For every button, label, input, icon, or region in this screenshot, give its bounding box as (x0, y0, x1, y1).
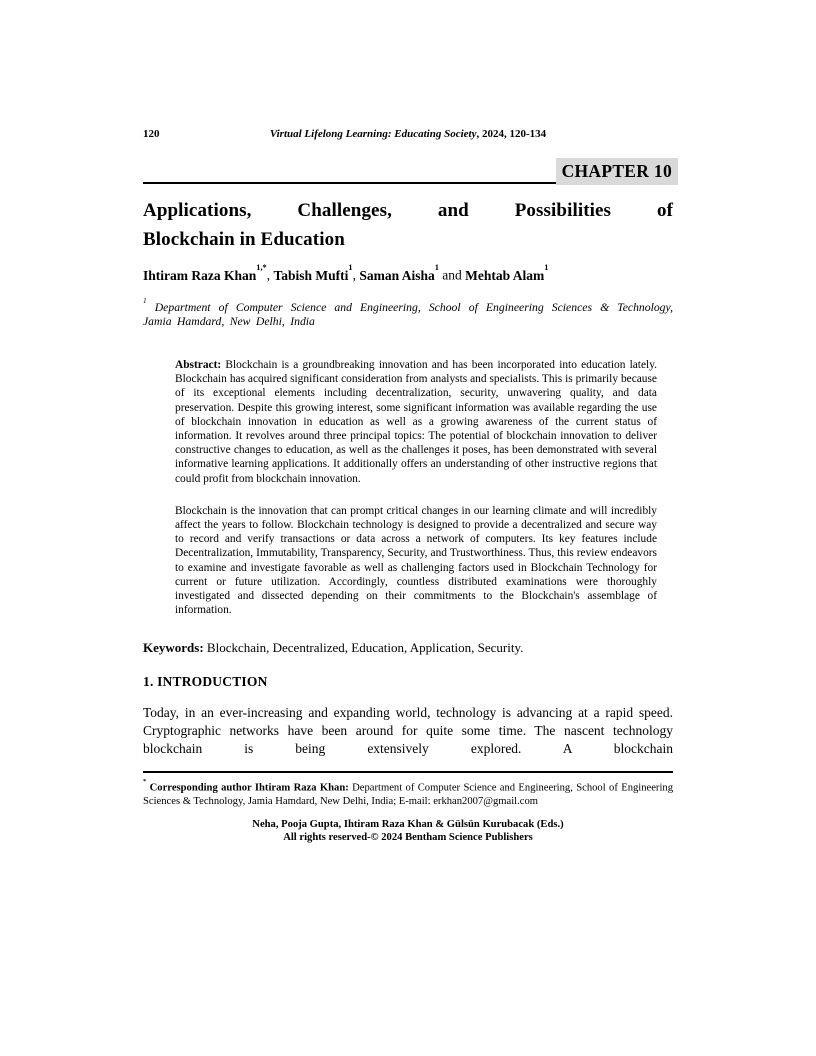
running-header (143, 127, 673, 141)
affiliation-marker: 1 (143, 296, 147, 305)
author-affil-sup: 1 (544, 263, 549, 273)
editors-line: Neha, Pooja Gupta, Ihtiram Raza Khan & Gülsün Kurubacak (Eds.) (252, 818, 564, 830)
footnote-marker: * (143, 778, 147, 785)
abstract-paragraph (175, 358, 657, 486)
affiliation-line (143, 297, 673, 330)
author-separator: , (266, 267, 274, 283)
section-heading-introduction: 1. INTRODUCTION (143, 674, 268, 690)
authors-line (143, 263, 673, 284)
abstract-text: Blockchain is a groundbreaking innovation and has been incorporated into education lately. Blockchain has acquired significant consideration from analysts and specialists. This is primarily because of its exceptional elements including decentralization, security, unwavering quality, and data preservation. Despite this growing interest, some significant information was available regarding the use of blockchain innovation in education as well as a growing awareness of the current status of information. It revolves around three principal topics: The potential of blockchain innovation to deliver constructive changes to education, as well as the challenges it poses, has been demonstrated with several informative learning applications. It additionally offers an understanding of other instructive regions that could profit from blockchain innovation. (175, 358, 657, 485)
publisher-imprint (143, 818, 673, 845)
chapter-title-line2: Blockchain in Education (143, 228, 345, 250)
author-name: Tabish Mufti$^1$ (273, 263, 353, 283)
chapter-title (143, 197, 673, 254)
abstract-label: Abstract: (175, 358, 222, 371)
keywords-text: Blockchain, Decentralized, Education, Application, Security. (206, 640, 524, 656)
author-separator: , (352, 267, 360, 283)
introduction-paragraph: Today, in an ever-increasing and expanding world, technology is advancing at a rapid speed. Cryptographic networks have been around for quite some time. The nascent technology blockchain is being extensively explored. A blockchain (143, 705, 673, 756)
keywords-label: Keywords: (143, 640, 204, 656)
author-name: Mehtab Alam$^1$ (465, 263, 549, 283)
keywords-line (143, 640, 673, 656)
footnote-text: Department of Computer Science and Engineering, School of Engineering Sciences & Technology, Jamia Hamdard, New Delhi, India; E-mail: erkhan2007@gmail.com (143, 782, 673, 807)
footnote-label: Corresponding author Ihtiram Raza Khan: (149, 782, 349, 794)
author-separator: and (438, 267, 466, 283)
author-affil-sup: 1,* (256, 263, 267, 273)
chapter-banner-row (143, 156, 673, 185)
rights-line: All rights reserved-© 2024 Bentham Science Publishers (283, 832, 533, 844)
chapter-title-line1: Applications, Challenges, and Possibilities of (143, 200, 673, 221)
running-title-book: Virtual Lifelong Learning: Educating Society (269, 128, 477, 140)
corresponding-author-footnote (143, 771, 673, 808)
abstract-paragraph-2: Blockchain is the innovation that can prompt critical changes in our learning climate and will incredibly affect the years to follow. Blockchain technology is designed to provide a decentralized and secure way to record and verify transactions or data across a network of computers. Its key features include Decentralization, Immutability, Transparency, Security, and Trustworthiness. Thus, this review endeavors to examine and investigate favorable as well as challenging factors used in Blockchain Technology for current or future utilization. Accordingly, countless distributed examinations were thoroughly investigated and dissected depending on their commitments to the Blockchain's assemblage of information. (175, 504, 657, 617)
running-title-pages: , 2024, 120-134 (476, 128, 547, 140)
chapter-label: CHAPTER 10 (556, 158, 678, 185)
author-affil-sup: 1 (434, 263, 439, 273)
author-affil-sup: 1 (348, 263, 353, 273)
page-number: 120 (143, 128, 160, 140)
author-name: Saman Aisha$^1$ (359, 263, 439, 283)
running-title (143, 127, 673, 141)
affiliation-text: Department of Computer Science and Engineering, School of Engineering Sciences & Technology, Jamia Hamdard, New Delhi, India (143, 300, 673, 329)
author-name: Ihtiram Raza Khan$^{1,*}$ (143, 263, 267, 283)
